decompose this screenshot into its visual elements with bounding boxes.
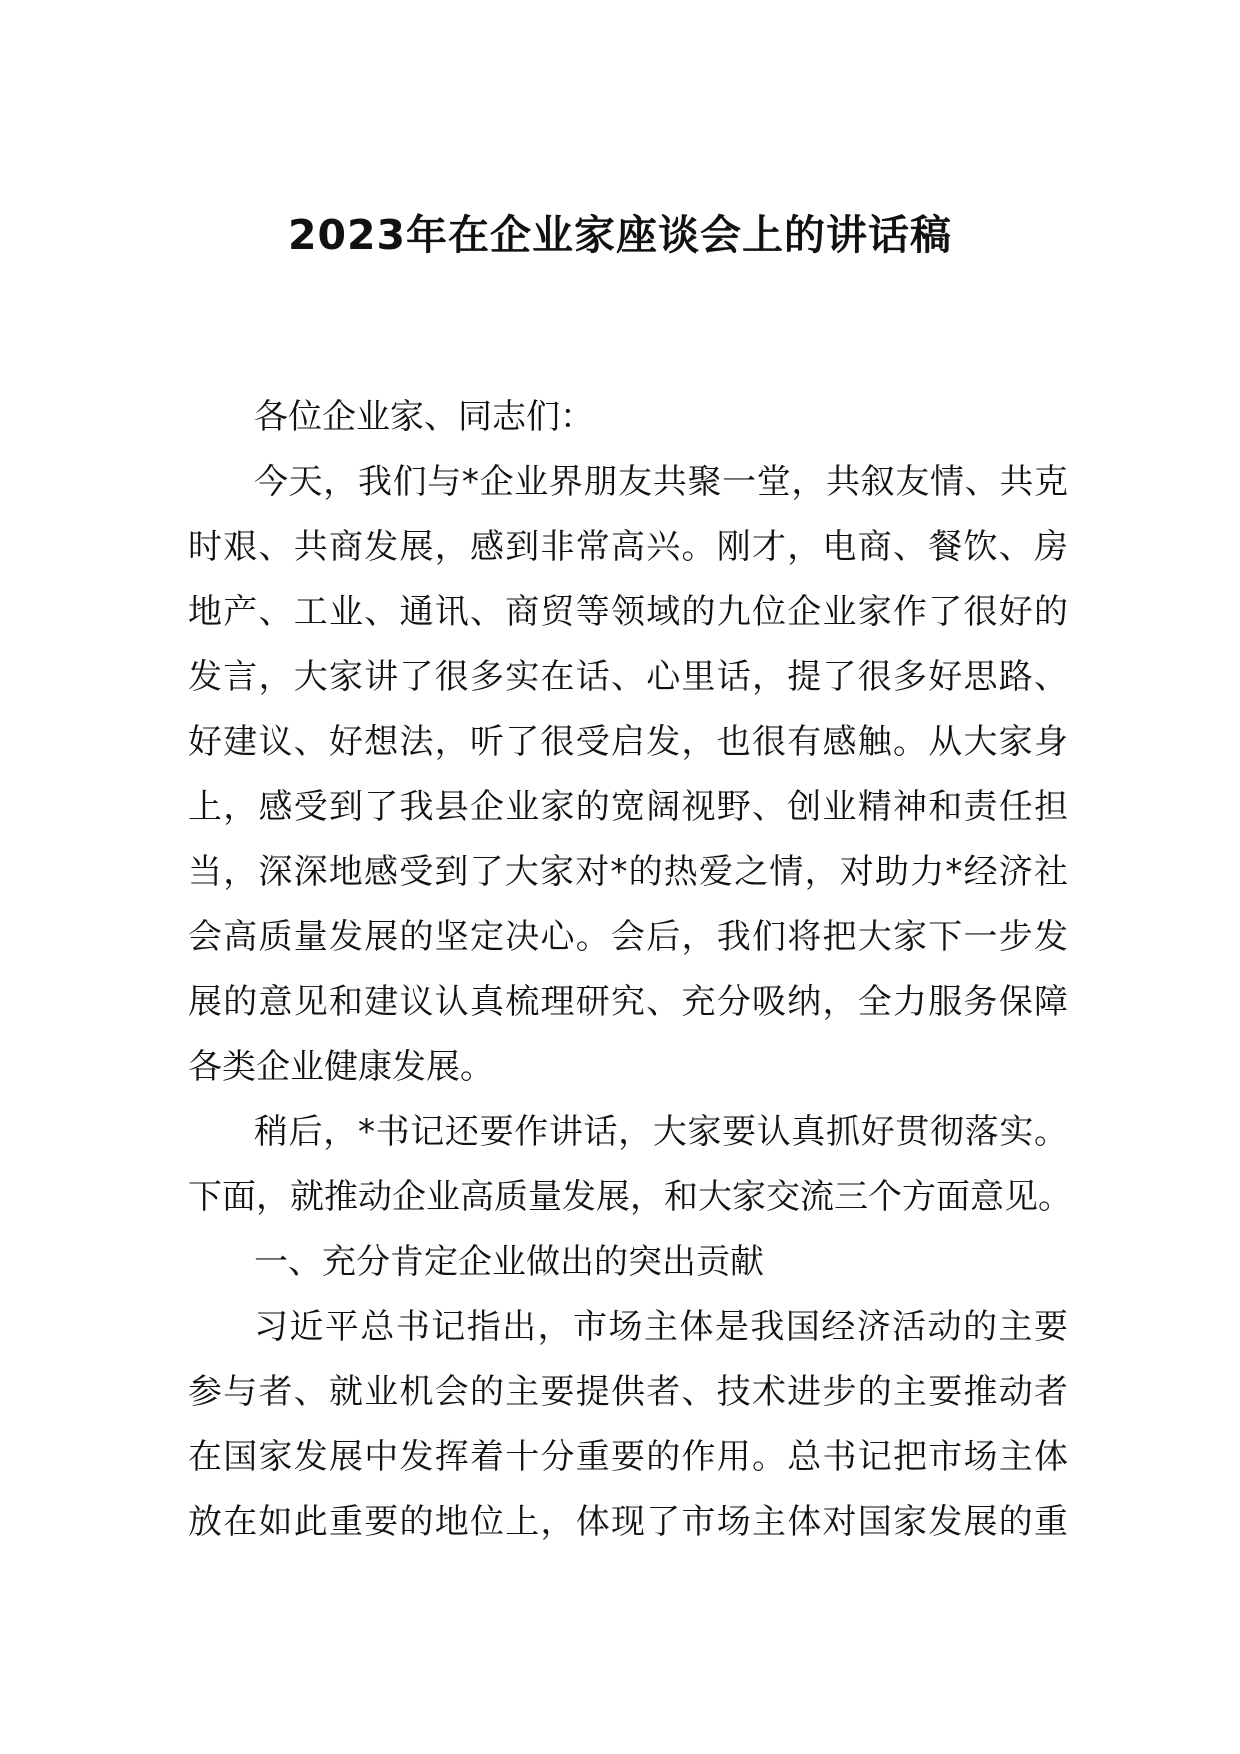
document-body	[188, 385, 1072, 1555]
paragraph-line: 下面，就推动企业高质量发展，和大家交流三个方面意见。	[188, 1177, 1072, 1217]
section-heading: 一、充分肯定企业做出的突出贡献	[254, 1242, 764, 1282]
paragraph-line: 展的意见和建议认真梳理研究、充分吸纳，全力服务保障	[188, 982, 1068, 1022]
paragraph-line: 放在如此重要的地位上，体现了市场主体对国家发展的重	[188, 1502, 1068, 1542]
paragraph-line: 习近平总书记指出，市场主体是我国经济活动的主要	[254, 1307, 1068, 1347]
paragraph-line: 参与者、就业机会的主要提供者、技术进步的主要推动者	[188, 1372, 1068, 1412]
paragraph-line: 上，感受到了我县企业家的宽阔视野、创业精神和责任担	[188, 787, 1068, 827]
paragraph-line: 在国家发展中发挥着十分重要的作用。总书记把市场主体	[188, 1437, 1068, 1477]
paragraph-line: 稍后，*书记还要作讲话，大家要认真抓好贯彻落实。	[254, 1112, 1068, 1152]
document-title: 2023年在企业家座谈会上的讲话稿	[287, 211, 953, 259]
salutation-line: 各位企业家、同志们：	[254, 397, 594, 437]
paragraph-line: 各类企业健康发展。	[188, 1047, 494, 1087]
paragraph-line: 好建议、好想法，听了很受启发，也很有感触。从大家身	[188, 722, 1068, 762]
paragraph-line: 发言，大家讲了很多实在话、心里话，提了很多好思路、	[188, 657, 1068, 697]
paragraph-line: 今天，我们与*企业界朋友共聚一堂，共叙友情、共克	[254, 462, 1068, 502]
paragraph-line: 时艰、共商发展，感到非常高兴。刚才，电商、餐饮、房	[188, 527, 1068, 567]
paragraph-line: 会高质量发展的坚定决心。会后，我们将把大家下一步发	[188, 917, 1068, 957]
paragraph-line: 地产、工业、通讯、商贸等领域的九位企业家作了很好的	[188, 592, 1068, 632]
paragraph-line: 当，深深地感受到了大家对*的热爱之情，对助力*经济社	[188, 852, 1068, 892]
